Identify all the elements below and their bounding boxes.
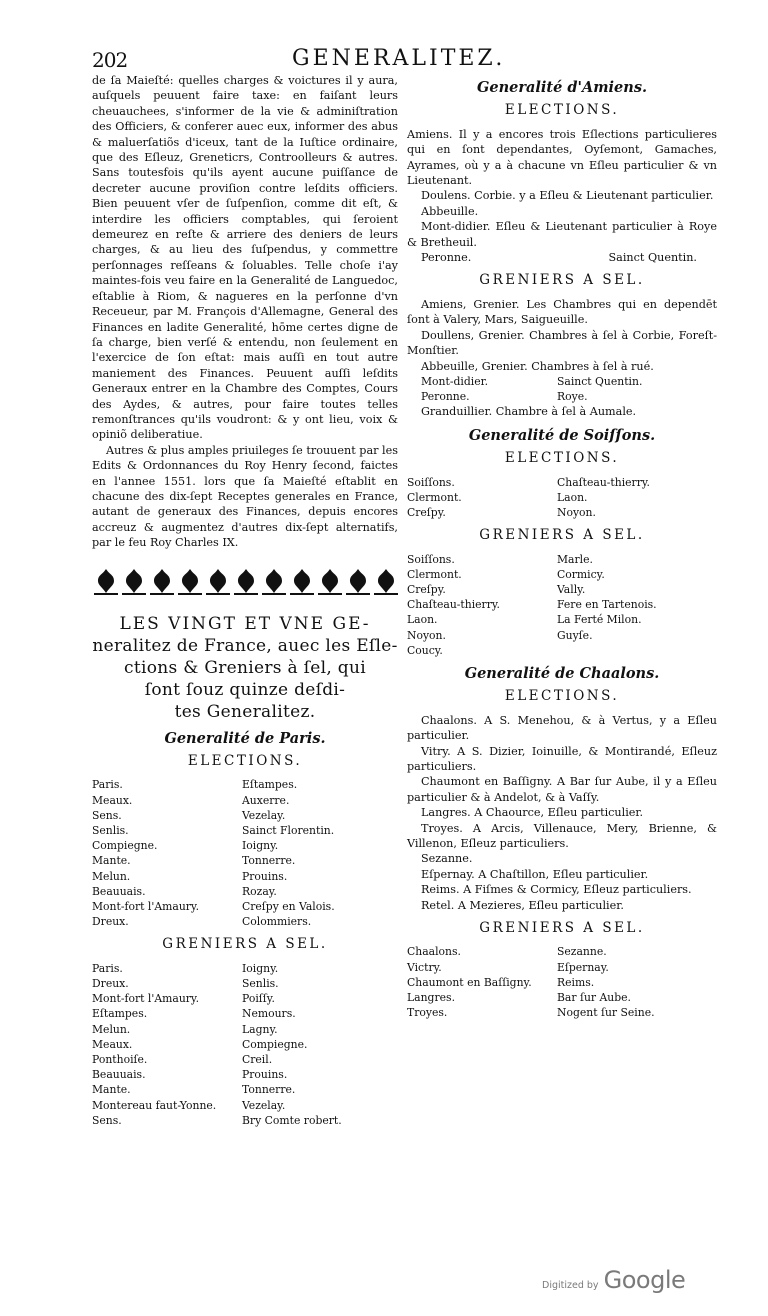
list-item: Chaſteau-thierry.	[557, 475, 650, 489]
running-title: GENERALITEZ.	[292, 46, 506, 71]
fleuron-ornament-icon	[94, 567, 118, 595]
list-item: Eſpernay.	[557, 960, 609, 974]
election-entry: Mont-didier. Eſleu & Lieutenant particulier à Roye & Bretheuil.	[407, 220, 717, 249]
main-title-line: tes Generalitez.	[174, 701, 316, 722]
list-item	[557, 643, 707, 658]
list-item: Chaumont en Baſſigny.	[407, 975, 532, 989]
paris-elections-list	[92, 777, 398, 929]
greniers-heading: GRENIERS A SEL.	[479, 272, 645, 289]
list-item: Laon.	[557, 490, 588, 504]
list-item: Soiſſons.	[407, 552, 455, 566]
soissons-greniers-list	[407, 552, 717, 658]
list-item: Senlis.	[242, 977, 279, 991]
ornament-band	[94, 567, 398, 595]
list-item: Mante.	[92, 854, 131, 868]
grenier-entry: Abbeuille, Grenier. Chambres à ſel à rué.	[421, 359, 654, 373]
list-item: Reims.	[557, 975, 595, 989]
list-item: La Ferté Milon.	[557, 613, 642, 627]
elections-heading: ELECTIONS.	[504, 688, 620, 705]
list-item: Noyon.	[407, 628, 446, 642]
election-entry: Chaumont en Baſſigny. A Bar ſur Aube, il y a Eſleu particulier & à Andelot, & à Vaſſy.	[407, 775, 717, 804]
list-item: Compiegne.	[92, 839, 158, 853]
list-item: Bar ſur Aube.	[557, 991, 631, 1005]
digitized-watermark	[542, 1266, 685, 1294]
list-item: Ponthoiſe.	[92, 1053, 148, 1067]
list-item: Melun.	[92, 869, 131, 883]
list-item: Colommiers.	[242, 915, 312, 929]
list-item: Creſpy.	[407, 505, 446, 519]
list-item: Bry Comte robert.	[242, 1113, 342, 1127]
list-item: Meaux.	[92, 1037, 133, 1051]
google-logo: Google	[603, 1266, 686, 1294]
list-item: Peronne.	[421, 251, 472, 265]
election-pair	[407, 250, 717, 265]
list-item: Sainct Quentin.	[608, 251, 697, 265]
list-item: Tonnerre.	[242, 1083, 296, 1097]
list-item: Creil.	[242, 1053, 273, 1067]
list-item: Fere en Tartenois.	[557, 598, 657, 612]
list-item: Vezelay.	[242, 808, 286, 822]
greniers-heading: GRENIERS A SEL.	[479, 920, 645, 937]
chaalons-greniers-list	[407, 944, 717, 1020]
list-item: Rozay.	[242, 884, 277, 898]
election-entry: Doulens. Corbie. y a Eſleu & Lieutenant particulier.	[421, 189, 714, 203]
amiens-greniers-list	[407, 374, 717, 404]
main-title-line: LES VINGT ET VNE GE-	[119, 613, 371, 634]
election-entry: Langres. A Chaource, Eſleu particulier.	[421, 806, 644, 820]
digitized-label: Digitized by	[542, 1280, 599, 1291]
page-number: 202	[92, 48, 128, 72]
list-item: Cormicy.	[557, 567, 605, 581]
list-item: Prouins.	[242, 869, 288, 883]
list-item: Sens.	[92, 808, 122, 822]
grenier-entry: Amiens, Grenier. Les Chambres qui en dependēt ſont à Valery, Mars, Saigueuille.	[407, 297, 717, 327]
fleuron-ornament-icon	[290, 567, 314, 595]
fleuron-ornament-icon	[122, 567, 146, 595]
election-entry: Eſpernay. A Chaſtillon, Eſleu particulier.	[421, 867, 649, 881]
list-item: Melun.	[92, 1022, 131, 1036]
greniers-heading: GRENIERS A SEL.	[479, 527, 645, 544]
election-entry: Vitry. A S. Dizier, Ioinuille, & Montirandé, Eſleuz particuliers.	[407, 744, 717, 773]
election-entry: Amiens. Il y a encores trois Eſlections particulieres qui en ſont dependantes, Oyſemont, Gamaches, Ayrames, où y a à chacune vn Eſleu particulier & vn Lieutenant.	[407, 127, 717, 188]
list-item: Lagny.	[242, 1022, 278, 1036]
list-item: Sens.	[92, 1113, 122, 1127]
list-item: Guyſe.	[557, 628, 593, 642]
list-item: Tonnerre.	[242, 854, 296, 868]
list-item: Clermont.	[407, 567, 462, 581]
list-item: Victry.	[407, 960, 442, 974]
list-item: Chaalons.	[407, 945, 461, 959]
list-item: Paris.	[92, 961, 123, 975]
election-entry: Abbeuille.	[421, 204, 479, 218]
list-item: Dreux.	[92, 977, 129, 991]
list-item: Creſpy en Valois.	[242, 900, 335, 914]
page-header	[92, 46, 722, 74]
fleuron-ornament-icon	[346, 567, 370, 595]
list-item: Creſpy.	[407, 582, 446, 596]
list-item: Prouins.	[242, 1068, 288, 1082]
election-entry: Chaalons. A S. Menehou, & à Vertus, y a Eſleu particulier.	[407, 713, 717, 743]
list-item: Poiſſy.	[242, 992, 275, 1006]
list-item: Dreux.	[92, 915, 129, 929]
list-item: Beauuais.	[92, 1068, 146, 1082]
list-item: Paris.	[92, 778, 123, 792]
main-title-line: ctions & Greniers à ſel, qui	[124, 657, 366, 678]
election-entry: Sezanne.	[421, 852, 473, 866]
list-item: Troyes.	[407, 1006, 448, 1020]
list-item: Mont-fort l'Amaury.	[92, 992, 200, 1006]
fleuron-ornament-icon	[374, 567, 398, 595]
list-item: Mante.	[92, 1083, 131, 1097]
list-item: Nemours.	[242, 1007, 296, 1021]
list-item: Roye.	[557, 390, 588, 404]
main-title	[92, 613, 398, 723]
list-item: Beauuais.	[92, 884, 146, 898]
elections-heading: ELECTIONS.	[504, 450, 620, 467]
list-item: Ioigny.	[242, 961, 279, 975]
election-entry: Troyes. A Arcis, Villenauce, Mery, Brienne, & Villenon, Eſleuz particuliers.	[407, 821, 717, 851]
list-item: Senlis.	[92, 824, 129, 838]
right-column	[407, 80, 717, 1020]
list-item: Sainct Florentin.	[242, 824, 335, 838]
grenier-entry: Granduillier. Chambre à ſel à Aumale.	[421, 405, 637, 419]
left-column	[92, 73, 398, 1128]
list-item: Auxerre.	[242, 793, 290, 807]
main-title-line: ſont ſouz quinze deſdi-	[144, 679, 346, 700]
list-item: Sainct Quentin.	[557, 374, 643, 388]
paris-greniers-list	[92, 961, 398, 1128]
fleuron-ornament-icon	[318, 567, 342, 595]
elections-heading: ELECTIONS.	[187, 753, 303, 769]
election-entry: Retel. A Mezieres, Eſleu particulier.	[421, 898, 624, 912]
list-item: Vally.	[557, 582, 586, 596]
list-item: Clermont.	[407, 490, 462, 504]
list-item: Noyon.	[557, 505, 596, 519]
list-item: Langres.	[407, 991, 455, 1005]
fleuron-ornament-icon	[178, 567, 202, 595]
list-item: Coucy.	[407, 643, 443, 657]
section-heading-amiens: Generalité d'Amiens.	[476, 79, 648, 96]
soissons-elections-list	[407, 475, 717, 521]
section-heading-paris: Generalité de Paris.	[164, 729, 326, 747]
greniers-heading: GRENIERS A SEL.	[162, 936, 328, 953]
list-item: Nogent ſur Seine.	[557, 1006, 655, 1020]
section-heading-chaalons: Generalité de Chaalons.	[464, 664, 660, 682]
list-item: Eſtampes.	[242, 778, 298, 792]
list-item: Mont-didier.	[421, 374, 489, 388]
list-item: Montereau faut-Yonne.	[92, 1098, 217, 1112]
list-item: Peronne.	[421, 390, 470, 404]
list-item: Sezanne.	[557, 945, 607, 959]
fleuron-ornament-icon	[206, 567, 230, 595]
main-title-line: neralitez de France, auec les Eſle-	[92, 635, 398, 656]
fleuron-ornament-icon	[150, 567, 174, 595]
fleuron-ornament-icon	[234, 567, 258, 595]
list-item: Chaſteau-thierry.	[407, 598, 500, 612]
list-item: Marle.	[557, 552, 593, 566]
list-item: Laon.	[407, 613, 438, 627]
list-item: Vezelay.	[242, 1098, 286, 1112]
body-paragraph: de ſa Maieſté: quelles charges & voictures il y aura, auſquels peuuent faire taxe: en faiſant leurs cheuauchees, s'informer de la vie & adminiſtration des Officiers, & conferer auec eux, informer des abus & maluerſatiõs d'iceux, tant de la Iuſtice ordinaire, que des Eſleuz, Greneticrs, Controolleurs & autres. Sans toutesfois qu'ils ayent aucune puiſſance de decreter aucune proviſion contre leſdits officiers. Bien peuuent vſer de ſuſpenſion, comme dit eſt, & interdire les officiers comptables, qui ſeroient demeurez en reſte & arriere des deniers de leurs charges, & au lieu des ſuſpendus, y commettre perſonnages reſſeans & ſoluables. Telle choſe i'ay maintes-fois veu faire en la Generalité de Languedoc, eſtablie à Riom, & nagueres en la perſonne d'vn Receueur, par M. François d'Allemagne, General des Finances en ladite Generalité, hōme certes digne de ſa charge, bien verſé & entendu, non ſeulement en l'exercice de ſon eſtat: mais auſſi en tout autre maniement des Finances. Peuuent auſſi leſdits Generaux entrer en la Chambre des Comptes, Cours des Aydes, & autres, pour faire toutes telles remonſtrances qu'ils voudront: & y ont lieu, voix & opiniõ deliberatiue.	[92, 74, 398, 442]
grenier-entry: Doullens, Grenier. Chambres à ſel à Corbie, Foreſt-Monſtier.	[407, 328, 717, 358]
body-paragraph: Autres & plus amples priuileges ſe trouuent par les Edits & Ordonnances du Roy Henry ſecond, faictes en l'annee 1551. lors que ſa Maieſté eſtablit en chacune des dix-ſept Receptes generales en France, autant de generaux des Finances, depuis encores accreuz & augmentez d'autres dix-ſept alternatifs, par le feu Roy Charles IX.	[92, 443, 398, 550]
list-item: Eſtampes.	[92, 1007, 148, 1021]
fleuron-ornament-icon	[262, 567, 286, 595]
election-entry: Reims. A Fiſmes & Cormicy, Eſleuz particuliers.	[421, 883, 692, 897]
list-item: Meaux.	[92, 793, 133, 807]
list-item: Compiegne.	[242, 1037, 308, 1051]
list-item: Ioigny.	[242, 839, 279, 853]
list-item: Mont-fort l'Amaury.	[92, 900, 200, 914]
section-heading-soissons: Generalité de Soiſſons.	[468, 426, 656, 444]
list-item: Soiſſons.	[407, 475, 455, 489]
elections-heading: ELECTIONS.	[504, 102, 620, 119]
